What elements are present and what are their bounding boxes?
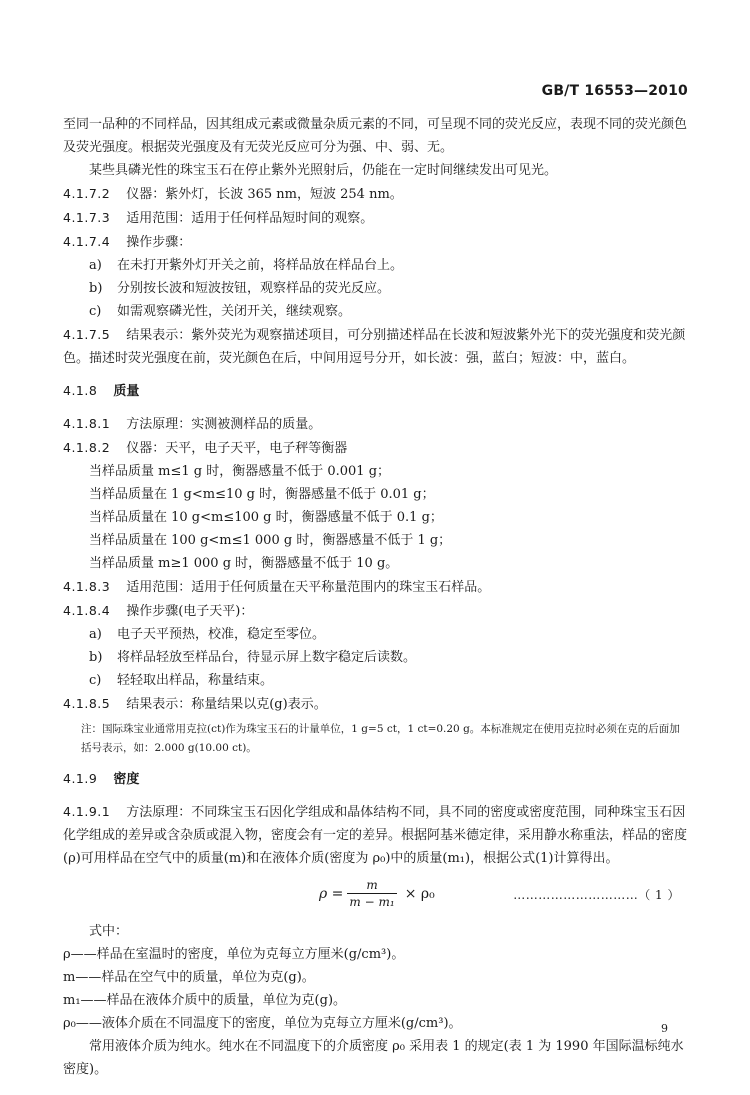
clause-text: 仪器：天平，电子天平，电子秤等衡器 xyxy=(126,441,348,456)
symbol-text: ——样品在液体介质中的质量，单位为克(g)。 xyxy=(80,993,347,1008)
section-heading-4-1-8 xyxy=(63,379,690,403)
clause-4-1-8-3 xyxy=(63,575,690,599)
formula-fraction xyxy=(347,878,396,910)
formula-denominator: m − m₁ xyxy=(349,895,395,909)
symbol-definition xyxy=(63,1012,690,1035)
intro-paragraph: 至同一品种的不同样品，因其组成元素或微量杂质元素的不同，可呈现不同的荧光反应，表现不同的荧光颜色及荧光强度。根据荧光强度及有无荧光反应可分为强、中、弱、无。 xyxy=(63,117,688,155)
symbol-text: ——样品在空气中的质量，单位为克(g)。 xyxy=(75,970,315,985)
clause-number: 4.1.7.4 xyxy=(63,234,111,249)
step-text: 轻轻取出样品，称量结束。 xyxy=(117,673,274,688)
clause-4-1-8-1 xyxy=(63,412,690,436)
formula-number: …………………………（ 1 ） xyxy=(513,888,680,902)
clause-number: 4.1.8.2 xyxy=(63,440,111,455)
sensitivity-line: 当样品质量在 10 g<m≤100 g 时，衡器感量不低于 0.1 g； xyxy=(89,510,443,525)
clause-4-1-8-5 xyxy=(63,692,690,716)
symbol: ρ₀ xyxy=(63,1016,76,1031)
density-formula xyxy=(63,876,690,916)
clause-text: 适用范围：适用于任何质量在天平称量范围内的珠宝玉石样品。 xyxy=(126,580,491,595)
sensitivity-line: 当样品质量 m≤1 g 时，衡器感量不低于 0.001 g； xyxy=(89,464,391,479)
clause-number: 4.1.7.2 xyxy=(63,186,111,201)
section-number: 4.1.8 xyxy=(63,383,98,398)
clause-4-1-9-1 xyxy=(63,800,690,870)
clause-4-1-7-2 xyxy=(63,182,690,206)
step-label: b) xyxy=(89,650,103,665)
phosphorescence-paragraph: 某些具磷光性的珠宝玉石在停止紫外光照射后，仍能在一定时间继续发出可见光。 xyxy=(89,163,558,178)
step-label: c) xyxy=(89,304,102,319)
standard-code: GB/T 16553—2010 xyxy=(541,83,688,99)
clause-4-1-8-4 xyxy=(63,599,690,623)
symbol-text: ——样品在室温时的密度，单位为克每立方厘米(g/cm³)。 xyxy=(70,947,405,962)
clause-text: 仪器：紫外灯，长波 365 nm，短波 254 nm。 xyxy=(126,187,403,202)
clause-text: 结果表示：称量结果以克(g)表示。 xyxy=(126,697,327,712)
step-label: c) xyxy=(89,673,102,688)
formula-rhs: × ρ₀ xyxy=(404,885,435,902)
step-item xyxy=(89,300,690,323)
symbol-definition xyxy=(63,989,690,1012)
where-label: 式中： xyxy=(89,924,129,939)
step-item xyxy=(89,669,690,692)
symbol-text: ——液体介质在不同温度下的密度，单位为克每立方厘米(g/cm³)。 xyxy=(75,1016,462,1031)
step-item xyxy=(89,254,690,277)
formula-expression xyxy=(319,878,439,910)
clause-number: 4.1.8.4 xyxy=(63,603,111,618)
final-paragraph: 常用液体介质为纯水。纯水在不同温度下的介质密度 ρ₀ 采用表 1 的规定(表 1 为 1990 年国际温标纯水密度)。 xyxy=(63,1039,684,1077)
formula-lhs: ρ = xyxy=(319,885,344,902)
clause-4-1-7-3 xyxy=(63,206,690,230)
sensitivity-line: 当样品质量 m≥1 000 g 时，衡器感量不低于 10 g。 xyxy=(89,556,399,571)
step-text: 电子天平预热，校准，稳定至零位。 xyxy=(117,627,326,642)
clause-number: 4.1.7.5 xyxy=(63,327,111,342)
clause-number: 4.1.7.3 xyxy=(63,210,111,225)
document-body xyxy=(63,113,690,1081)
symbol: m₁ xyxy=(63,993,81,1008)
note-paragraph: 注：国际珠宝业通常用克拉(ct)作为珠宝玉石的计量单位，1 g=5 ct，1 ct=0.20 g。本标准规定在使用克拉时必须在克的后面加括号表示，如：2.000 g(10.00 ct)。 xyxy=(81,723,680,754)
symbol: ρ xyxy=(63,947,71,962)
step-item xyxy=(89,623,690,646)
clause-text: 结果表示：紫外荧光为观察描述项目，可分别描述样品在长波和短波紫外光下的荧光强度和荧光颜色。描述时荧光强度在前，荧光颜色在后，中间用逗号分开，如长波：强，蓝白；短波：中，蓝白。 xyxy=(63,328,686,366)
step-item xyxy=(89,277,690,300)
clause-4-1-7-5 xyxy=(63,323,690,370)
formula-numerator: m xyxy=(366,878,378,892)
symbol: m xyxy=(63,970,76,985)
clause-text: 适用范围：适用于任何样品短时间的观察。 xyxy=(126,211,374,226)
step-text: 分别按长波和短波按钮，观察样品的荧光反应。 xyxy=(117,281,391,296)
clause-text: 操作步骤(电子天平)： xyxy=(126,604,254,619)
step-item xyxy=(89,646,690,669)
step-text: 如需观察磷光性，关闭开关，继续观察。 xyxy=(117,304,352,319)
clause-text: 方法原理：实测被测样品的质量。 xyxy=(126,417,322,432)
clause-number: 4.1.8.3 xyxy=(63,579,111,594)
clause-4-1-8-2 xyxy=(63,436,690,460)
section-heading-4-1-9 xyxy=(63,767,690,791)
step-text: 将样品轻放至样品台，待显示屏上数字稳定后读数。 xyxy=(117,650,417,665)
section-title: 质量 xyxy=(113,384,140,399)
clause-number: 4.1.9.1 xyxy=(63,804,111,819)
symbol-definition xyxy=(63,943,690,966)
sensitivity-line: 当样品质量在 1 g<m≤10 g 时，衡器感量不低于 0.01 g； xyxy=(89,487,435,502)
clause-number: 4.1.8.5 xyxy=(63,696,111,711)
step-label: a) xyxy=(89,258,102,273)
symbol-definition xyxy=(63,966,690,989)
section-title: 密度 xyxy=(113,772,140,787)
step-label: a) xyxy=(89,627,102,642)
section-number: 4.1.9 xyxy=(63,771,98,786)
clause-text: 方法原理：不同珠宝玉石因化学组成和晶体结构不同，具不同的密度或密度范围，同种珠宝玉石因化学组成的差异或含杂质或混入物，密度会有一定的差异。根据阿基米德定律，采用静水称重法，样品的密度(ρ)可用样品在空气中的质量(m)和在液体介质(密度为 ρ₀)中的质量(m₁)，根据公式(1)计算得出。 xyxy=(63,805,688,866)
page-number: 9 xyxy=(661,1022,668,1035)
clause-4-1-7-4 xyxy=(63,230,690,254)
step-label: b) xyxy=(89,281,103,296)
step-text: 在未打开紫外灯开关之前，将样品放在样品台上。 xyxy=(117,258,404,273)
clause-text: 操作步骤： xyxy=(126,235,192,250)
sensitivity-line: 当样品质量在 100 g<m≤1 000 g 时，衡器感量不低于 1 g； xyxy=(89,533,452,548)
clause-number: 4.1.8.1 xyxy=(63,416,111,431)
